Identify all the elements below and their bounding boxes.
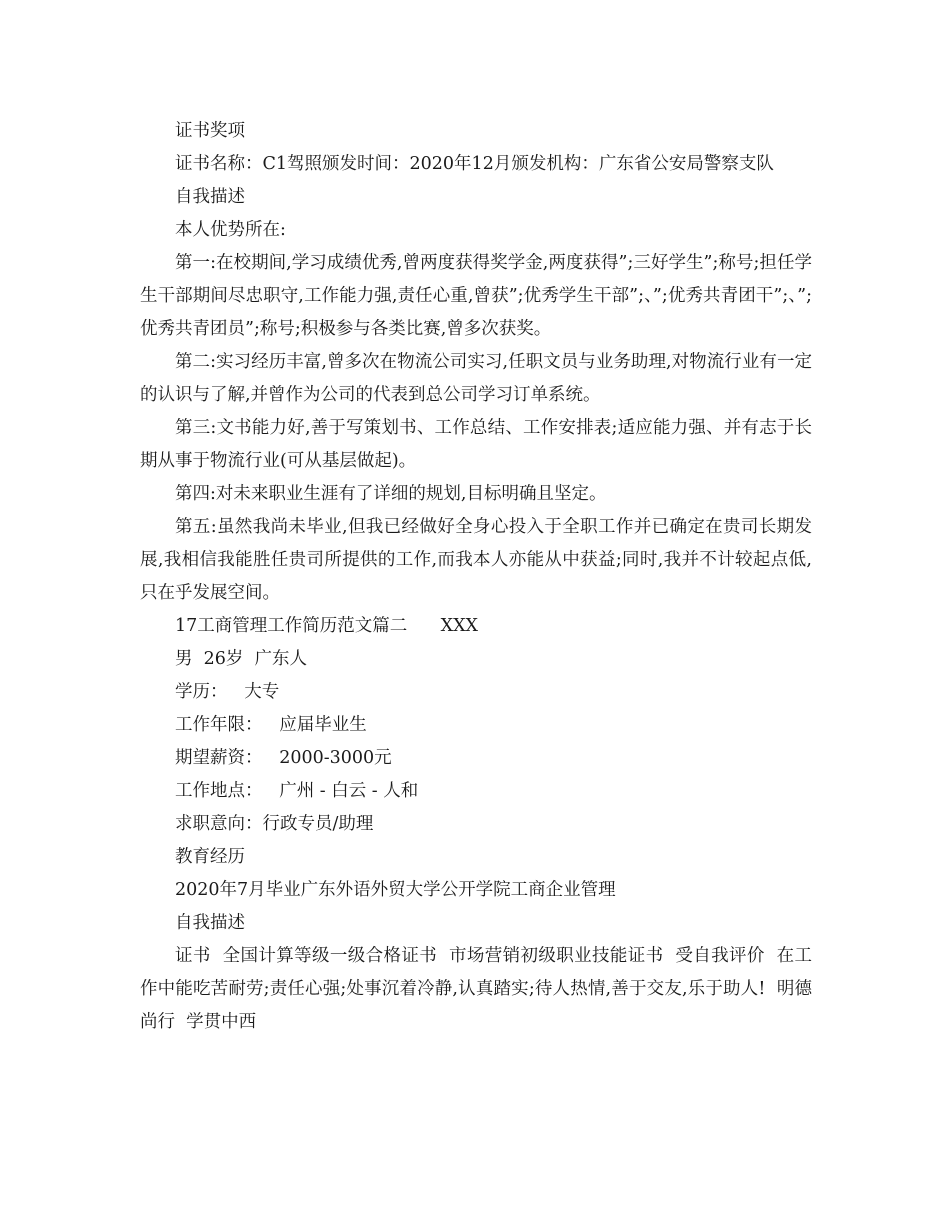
resume-title: 17工商管理工作简历范文篇二 XXX bbox=[175, 616, 479, 636]
strength-third: 第三:文书能力好,善于写策划书、工作总结、工作安排表;适应能力强、并有志于长期从事于物流行业(可从基层做起)。 bbox=[140, 418, 812, 471]
education-level: 学历： 大专 bbox=[175, 682, 280, 702]
strength-fifth: 第五:虽然我尚未毕业,但我已经做好全身心投入于全职工作并已确定在贵司长期发展,我相信我能胜任贵司所提供的工作,而我本人亦能从中获益;同时,我并不计较起点低,只在乎发展空间。 bbox=[140, 517, 812, 603]
certificate-info: 证书名称：C1驾照颁发时间：2020年12月颁发机构：广东省公安局警察支队 bbox=[175, 154, 774, 174]
expected-salary: 期望薪资： 2000-3000元 bbox=[175, 748, 392, 768]
strength-first: 第一:在校期间,学习成绩优秀,曾两度获得奖学金,两度获得”;三好学生”;称号;担任学生干部期间尽忠职守,工作能力强,责任心重,曾获”;优秀学生干部”;、”;优秀共青团干”;、”;优秀共青团员”;称号;积极参与各类比赛,曾多次获奖。 bbox=[140, 253, 812, 339]
education-entry: 2020年7月毕业广东外语外贸大学公开学院工商企业管理 bbox=[175, 880, 616, 900]
document-body bbox=[140, 115, 812, 1039]
section-heading-education: 教育经历 bbox=[175, 847, 245, 867]
job-intention: 求职意向：行政专员/助理 bbox=[175, 814, 374, 834]
strengths-intro: 本人优势所在: bbox=[175, 220, 286, 240]
personal-info: 男 26岁 广东人 bbox=[175, 649, 308, 669]
certificates-and-self-evaluation: 证书 全国计算等级一级合格证书 市场营销初级职业技能证书 受自我评价 在工作中能吃苦耐劳;责任心强;处事沉着冷静,认真踏实;待人热情,善于交友,乐于助人! 明德尚行 学贯中西 bbox=[140, 946, 812, 1032]
work-location: 工作地点： 广州 - 白云 - 人和 bbox=[175, 781, 419, 801]
section-heading-certificates: 证书奖项 bbox=[175, 121, 245, 141]
work-years: 工作年限： 应届毕业生 bbox=[175, 715, 367, 735]
strength-fourth: 第四:对未来职业生涯有了详细的规划,目标明确且坚定。 bbox=[175, 484, 607, 504]
section-heading-self-description-2: 自我描述 bbox=[175, 913, 245, 933]
strength-second: 第二:实习经历丰富,曾多次在物流公司实习,任职文员与业务助理,对物流行业有一定的认识与了解,并曾作为公司的代表到总公司学习订单系统。 bbox=[140, 352, 812, 405]
section-heading-self-description: 自我描述 bbox=[175, 187, 245, 207]
